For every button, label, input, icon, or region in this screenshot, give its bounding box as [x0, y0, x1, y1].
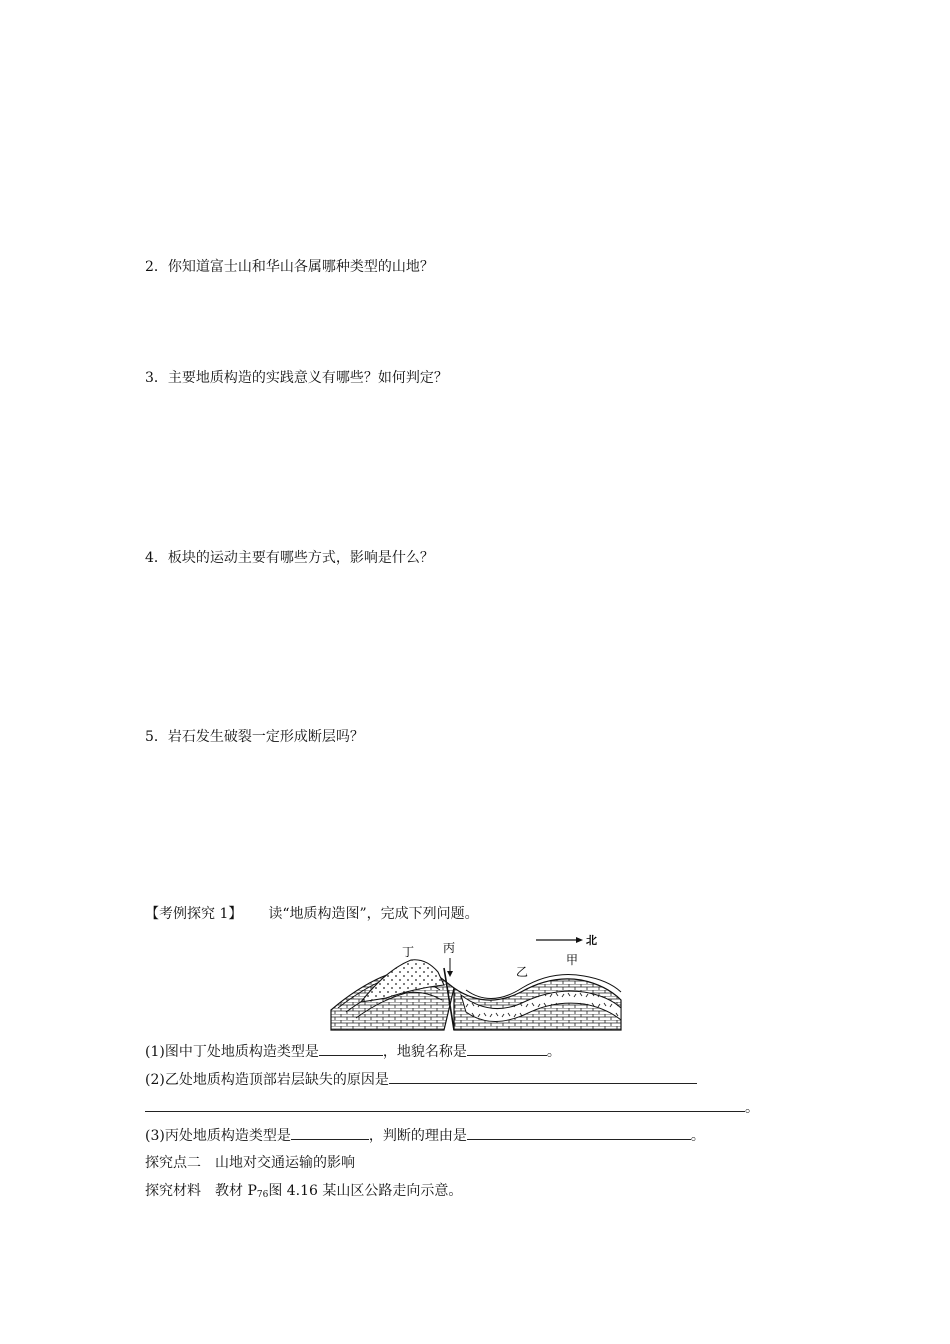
blank-3a[interactable]	[291, 1125, 369, 1140]
blank-1a[interactable]	[319, 1041, 383, 1056]
example-tag: 【考例探究 1】	[145, 906, 243, 922]
material-rest: 图 4.16 某山区公路走向示意。	[268, 1183, 463, 1199]
sub1-text-a: (1)图中丁处地质构造类型是	[145, 1044, 319, 1060]
material-label: 探究材料 教材 P	[145, 1183, 257, 1199]
label-bing: 丙	[443, 941, 456, 955]
sub-question-2	[145, 1069, 697, 1090]
north-arrow-head	[576, 937, 583, 943]
sub-question-3	[145, 1125, 705, 1146]
section-material	[145, 1181, 462, 1205]
sub1-end: 。	[546, 1044, 561, 1060]
sub3-end: 。	[690, 1128, 705, 1144]
label-yi: 乙	[516, 965, 529, 979]
fault-marker-arrow	[447, 971, 453, 977]
label-jia: 甲	[566, 953, 579, 967]
sub3-text-a: (3)丙处地质构造类型是	[145, 1128, 291, 1144]
example-intro: 读“地质构造图”，完成下列问题。	[268, 906, 479, 922]
sub-question-2-cont	[145, 1097, 759, 1118]
sub-question-1	[145, 1041, 561, 1062]
blank-2b[interactable]	[145, 1097, 745, 1112]
sub3-text-b: ，判断的理由是	[368, 1128, 467, 1144]
blank-3b[interactable]	[467, 1125, 691, 1140]
question-3: 3．主要地质构造的实践意义有哪些？如何判定？	[145, 370, 448, 386]
question-5: 5．岩石发生破裂一定形成断层吗？	[145, 729, 364, 745]
example-heading	[145, 904, 479, 924]
sub2-text: (2)乙处地质构造顶部岩层缺失的原因是	[145, 1072, 389, 1088]
section-heading: 探究点二 山地对交通运输的影响	[145, 1155, 355, 1171]
material-page-number: 76	[256, 1190, 269, 1200]
question-4: 4．板块的运动主要有哪些方式，影响是什么？	[145, 550, 434, 566]
sub1-text-b: ，地貌名称是	[382, 1044, 467, 1060]
label-ding: 丁	[402, 945, 415, 959]
sub2-end: 。	[745, 1100, 759, 1116]
blank-2a[interactable]	[389, 1069, 697, 1084]
geologic-structure-figure	[326, 930, 626, 1040]
north-label: 北	[586, 934, 597, 947]
geologic-structure-diagram	[326, 930, 626, 1040]
question-2: 2．你知道富士山和华山各属哪种类型的山地？	[145, 259, 434, 275]
blank-1b[interactable]	[467, 1041, 547, 1056]
